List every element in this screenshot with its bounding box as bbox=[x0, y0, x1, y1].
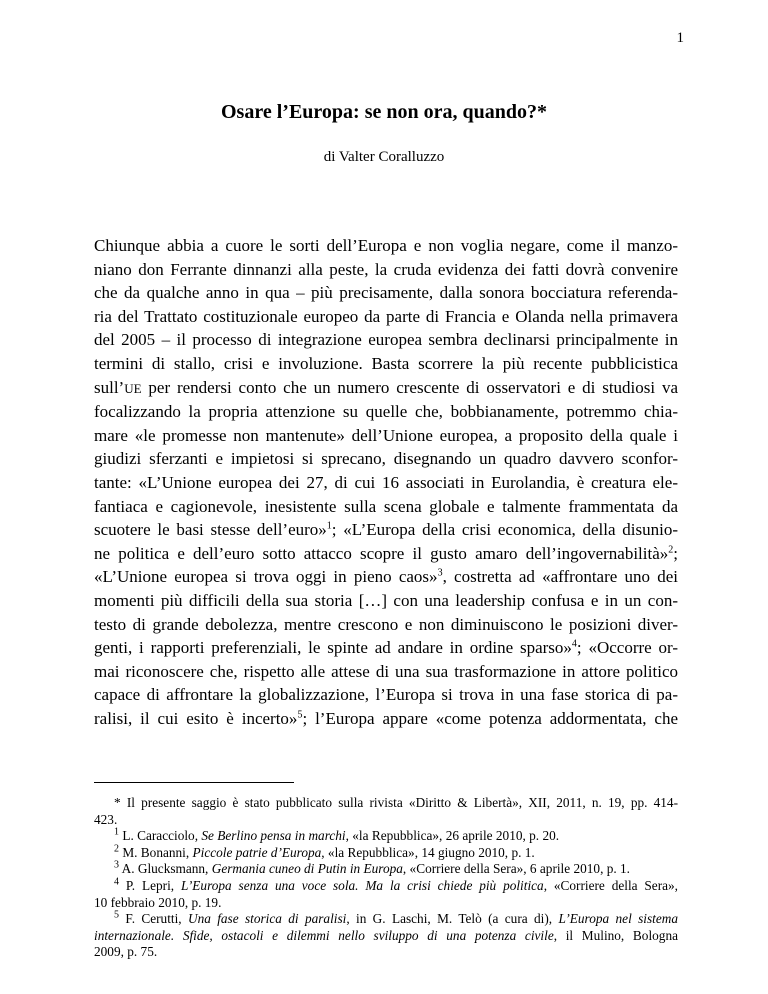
footnote-separator bbox=[94, 782, 294, 783]
footnote-title: Una fase storica di paralisi bbox=[187, 911, 347, 927]
footnote-number: 4 bbox=[114, 876, 119, 888]
footnote-number: 2 bbox=[114, 843, 119, 855]
body-paragraph bbox=[94, 234, 678, 730]
footnotes bbox=[94, 795, 678, 961]
article-author: di Valter Coralluzzo bbox=[323, 149, 445, 165]
footnote-editors: , in G. Laschi, M. Telò (a cura di), bbox=[346, 911, 559, 927]
footnote-author: A. Glucksmann, bbox=[121, 861, 212, 877]
body-line: fantiaca e cagionevole, inesistente sulla scena globale e talmente frammentata da bbox=[94, 496, 678, 516]
footnote-1 bbox=[94, 828, 678, 845]
footnote-number: 1 bbox=[114, 826, 119, 838]
footnote-star: * Il presente saggio è stato pubblicato sulla rivista «Diritto & Libertà», XII, 2011, n. 19, pp. 414- bbox=[114, 795, 678, 810]
body-line: genti, i rapporti preferenziali, le spinte ad andare in ordine sparso»$^4$; «Occorre or- bbox=[94, 638, 679, 658]
footnote-star-continued: 423. bbox=[94, 811, 118, 827]
footnote-book-title-continued: internazionale. Sfide, ostacoli e dilemmi nello sviluppo di una potenza civile bbox=[94, 927, 554, 943]
footnote-author: M. Bonanni, bbox=[122, 844, 193, 860]
footnote-author: F. Cerutti, bbox=[125, 911, 188, 927]
footnote-title: Germania cuneo di Putin in Europa bbox=[211, 861, 403, 877]
footnote-title: L’Europa senza una voce sola. Ma la crisi chiede più politica bbox=[180, 877, 544, 893]
footnote-author: P. Lepri, bbox=[125, 877, 181, 893]
footnote-number: 3 bbox=[114, 859, 119, 871]
footnote-source: , «Corriere della Sera», 6 aprile 2010, p. 1. bbox=[402, 861, 630, 877]
footnote-3 bbox=[94, 861, 678, 878]
body-line: mare «le promesse non mantenute» dell’Unione europea, a proposito della quale i bbox=[94, 425, 678, 445]
page-number: 1 bbox=[676, 30, 684, 46]
body-line: che da qualche anno in qua – più precisamente, dalla sonora bocciatura referenda- bbox=[94, 283, 678, 303]
body-line: ne politica e dell’euro sotto attacco scopre il gusto amaro dell’ingovernabilità»$^2$; bbox=[94, 543, 678, 563]
body-line: focalizzando la propria attenzione su quelle che, bobbianamente, potremmo chia- bbox=[94, 402, 678, 422]
body-line: ria del Trattato costituzionale europeo da parte di Francia e Olanda nella primavera bbox=[94, 306, 678, 326]
body-line: tante: «L’Unione europea dei 27, di cui 16 associati in Eurolandia, è creatura ele- bbox=[94, 472, 678, 492]
footnote-title: Piccole patrie d’Europa bbox=[192, 844, 322, 860]
body-line: testo di grande debolezza, mentre crescono e non diminuiscono le posizioni diver- bbox=[94, 614, 678, 634]
footnote-5-line2 bbox=[94, 928, 678, 945]
body-line: scuotere le basi stesse dell’euro»$^1$; «L’Europa della crisi economica, della disunio- bbox=[94, 520, 679, 540]
body-line: termini di stallo, crisi e involuzione. Basta scorrere la più recente pubblicistica bbox=[94, 353, 678, 373]
body-line: mai riconoscere che, rispetto alle attese di una sua trasformazione in attore politico bbox=[94, 661, 678, 681]
body-line: Chiunque abbia a cuore le sorti dell’Europa e non voglia negare, come il manzo- bbox=[94, 236, 678, 255]
footnote-number: 5 bbox=[114, 909, 119, 921]
footnote-title: Se Berlino pensa in marchi bbox=[201, 828, 346, 844]
body-line: capace di affrontare la globalizzazione, l’Europa si trova in una fase storica di pa- bbox=[94, 685, 678, 705]
footnote-source: , «la Repubblica», 14 giugno 2010, p. 1. bbox=[321, 844, 535, 860]
footnote-4 bbox=[94, 878, 678, 895]
body-line: sull’UE per rendersi conto che un numero crescente di osservatori e di studiosi va bbox=[94, 377, 678, 397]
body-line: «L’Unione europea si trova oggi in pieno caos»$^3$, costretta ad «affrontare uno dei bbox=[94, 567, 678, 587]
body-line: del 2005 – il processo di integrazione europea sembra declinarsi principalmente in bbox=[94, 330, 678, 350]
footnote-source: , «Corriere della Sera», bbox=[543, 877, 679, 893]
body-line: niano don Ferrante dinnanzi alla peste, la cruda evidenza dei fatti dovrà convenire bbox=[94, 259, 678, 279]
footnote-5 bbox=[94, 911, 678, 928]
footnote-4-continued: 10 febbraio 2010, p. 19. bbox=[94, 894, 222, 910]
footnote-source: , «la Repubblica», 26 aprile 2010, p. 20. bbox=[345, 828, 560, 844]
body-line: giudizi sferzanti e impietosi si sprecano, disegnando un quadro davvero sconfor- bbox=[94, 449, 678, 469]
footnote-2 bbox=[94, 845, 678, 862]
footnote-publisher: , il Mulino, Bologna bbox=[553, 927, 678, 943]
footnote-5-continued: 2009, p. 75. bbox=[94, 944, 158, 960]
footnote-author: L. Caracciolo, bbox=[122, 828, 202, 844]
footnote-book-title: L’Europa nel sistema bbox=[558, 911, 679, 927]
body-line: momenti più difficili della sua storia […] con una leadership confusa e in un con- bbox=[94, 590, 678, 610]
article-title: Osare l’Europa: se non ora, quando?* bbox=[221, 101, 547, 123]
body-line: ralisi, il cui esito è incerto»$^5$; l’Europa appare «come potenza addormentata, che bbox=[94, 708, 678, 728]
